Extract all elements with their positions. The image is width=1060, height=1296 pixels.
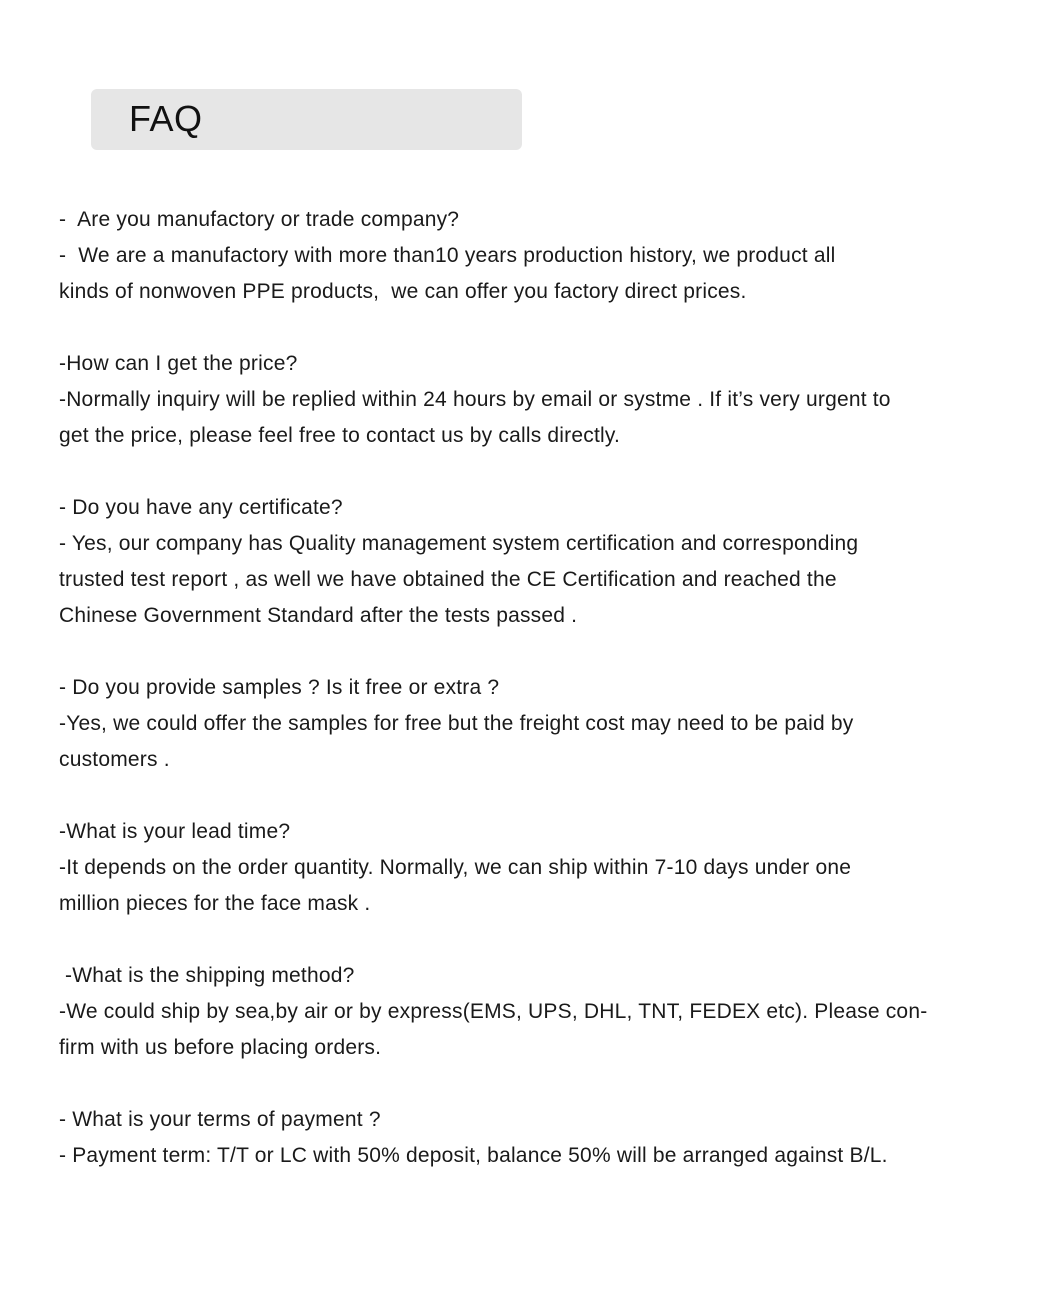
- faq-answer-line: -We could ship by sea,by air or by express(EMS, UPS, DHL, TNT, FEDEX etc). Please con-: [59, 1000, 928, 1023]
- faq-answer-line: kinds of nonwoven PPE products, we can offer you factory direct prices.: [59, 280, 747, 303]
- faq-question: - Do you provide samples ? Is it free or extra ?: [59, 676, 500, 699]
- faq-answer-line: firm with us before placing orders.: [59, 1036, 382, 1059]
- faq-header-bar: [91, 89, 522, 150]
- faq-question: - Do you have any certificate?: [59, 496, 343, 519]
- faq-answer-line: Chinese Government Standard after the tests passed .: [59, 604, 578, 627]
- faq-answer-line: -Yes, we could offer the samples for free but the freight cost may need to be paid by: [59, 712, 854, 735]
- faq-question: - What is your terms of payment ?: [59, 1108, 381, 1131]
- faq-answer-line: get the price, please feel free to contact us by calls directly.: [59, 424, 621, 447]
- faq-content: [59, 202, 994, 1210]
- faq-title: FAQ: [129, 98, 203, 139]
- faq-answer-line: customers .: [59, 748, 170, 771]
- faq-block-manufacturer: [59, 202, 994, 310]
- faq-answer-line: -Normally inquiry will be replied within 24 hours by email or systme . If it’s very urgent to: [59, 388, 891, 411]
- faq-answer-line: - Payment term: T/T or LC with 50% deposit, balance 50% will be arranged against B/L.: [59, 1144, 888, 1167]
- faq-answer-line: -It depends on the order quantity. Normally, we can ship within 7-10 days under one: [59, 856, 852, 879]
- faq-answer-line: - We are a manufactory with more than10 years production history, we product all: [59, 244, 836, 267]
- faq-block-certificate: [59, 490, 994, 634]
- faq-block-payment: [59, 1102, 994, 1174]
- faq-answer-line: million pieces for the face mask .: [59, 892, 371, 915]
- faq-block-shipping: [59, 958, 994, 1066]
- faq-answer-line: - Yes, our company has Quality management system certification and corresponding: [59, 532, 859, 555]
- faq-block-samples: [59, 670, 994, 778]
- faq-question: -What is your lead time?: [59, 820, 291, 843]
- faq-block-lead-time: [59, 814, 994, 922]
- faq-question: -What is the shipping method?: [59, 964, 355, 987]
- faq-answer-line: trusted test report , as well we have obtained the CE Certification and reached the: [59, 568, 837, 591]
- faq-question: - Are you manufactory or trade company?: [59, 208, 460, 231]
- faq-question: -How can I get the price?: [59, 352, 298, 375]
- faq-block-price: [59, 346, 994, 454]
